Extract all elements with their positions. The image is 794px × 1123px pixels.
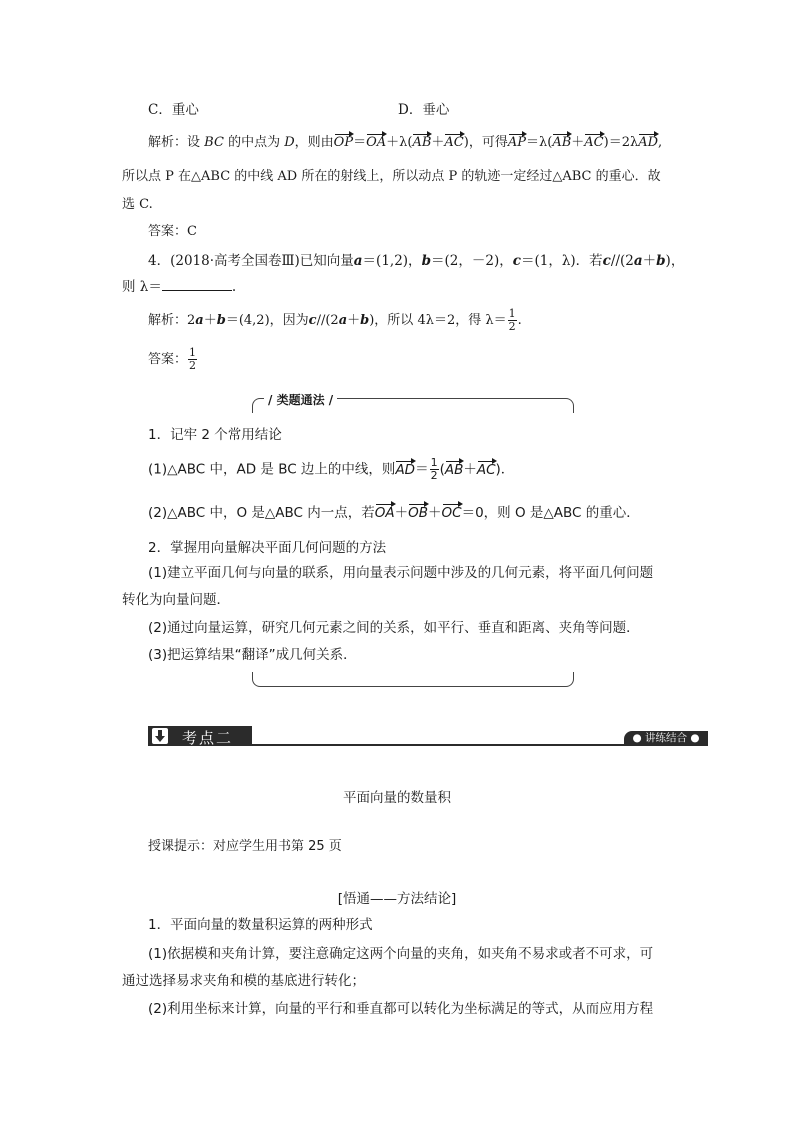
option-c: C．重心	[148, 102, 199, 118]
q4-answer: 答案： $\frac{1}{2}$	[148, 346, 197, 372]
hint-method-3: (3)把运算结果“翻译”成几何关系．	[148, 647, 357, 663]
q4-stem-line1: 4．(2018·高考全国卷Ⅲ)已知向量a＝(1,2)，b＝(2，－2)，c＝(1，λ)．若c//(2a＋b)，	[148, 253, 685, 269]
fraction: $\frac{1}{2}$	[508, 307, 516, 333]
section-tab-label: 考点二	[182, 729, 234, 747]
section-title: 平面向量的数量积	[343, 790, 451, 806]
hint-box-bottom	[252, 672, 574, 687]
hint-heading-2: 2．掌握用向量解决平面几何问题的方法	[148, 540, 387, 556]
down-arrow-icon	[152, 728, 168, 744]
subsection-heading: 1．平面向量的数量积运算的两种形式	[148, 917, 373, 933]
paragraph-1b: 通过选择易求夹角和模的基底进行转化；	[122, 973, 365, 989]
answer-fraction: $\frac{1}{2}$	[189, 346, 197, 372]
q4-stem-line2: 则 λ＝ .	[122, 279, 237, 295]
option-d: D．垂心	[398, 102, 450, 118]
q3-analysis-line2: 所以点 P 在△ABC 的中线 AD 所在的射线上，所以动点 P 的轨迹一定经过△ABC 的重心．故	[122, 169, 661, 184]
paragraph-2: (2)利用坐标来计算，向量的平行和垂直都可以转化为坐标满足的等式，从而应用方程	[148, 1001, 654, 1017]
hint-method-1a: (1)建立平面几何与向量的联系，用向量表示问题中涉及的几何元素，将平面几何问题	[148, 565, 654, 581]
answer-blank	[162, 278, 232, 291]
hint-label: / 类题通法 /	[264, 391, 337, 408]
q3-answer: 答案：C	[148, 224, 197, 239]
hint-conclusion-2: (2)△ABC 中，O 是△ABC 内一点，若OA＋OB＋OC＝0，则 O 是△ABC 的重心．	[148, 505, 640, 521]
section-badge: ● 讲练结合 ●	[624, 731, 708, 746]
q3-analysis-line3: 选 C.	[122, 197, 153, 212]
paragraph-1a: (1)依据模和夹角计算，要注意确定这两个向量的夹角，如夹角不易求或者不可求，可	[148, 946, 654, 962]
hint-method-2: (2)通过向量运算，研究几何元素之间的关系，如平行、垂直和距离、夹角等问题．	[148, 620, 640, 636]
q4-analysis: 解析：2a＋b＝(4,2)，因为c//(2a＋b)，所以 4λ＝2，得 λ＝ $\frac{1}{2}$ .	[148, 307, 522, 333]
section-tab	[148, 726, 252, 746]
teaching-prompt: 授课提示：对应学生用书第 25 页	[148, 839, 342, 854]
section-subtitle: [悟通——方法结论]	[337, 891, 457, 907]
hint-heading-1: 1．记牢 2 个常用结论	[148, 427, 282, 443]
hint-conclusion-1: (1)△ABC 中，AD 是 BC 边上的中线，则AD＝ $\frac{1}{2}$ (AB＋AC)．	[148, 456, 515, 482]
hint-method-1b: 转化为向量问题．	[122, 592, 230, 608]
q3-analysis-line1: 解析：设 BC 的中点为 D，则由OP＝OA＋λ(AB＋AC)，可得AP＝λ(AB＋AC)＝2λAD,	[148, 135, 663, 150]
